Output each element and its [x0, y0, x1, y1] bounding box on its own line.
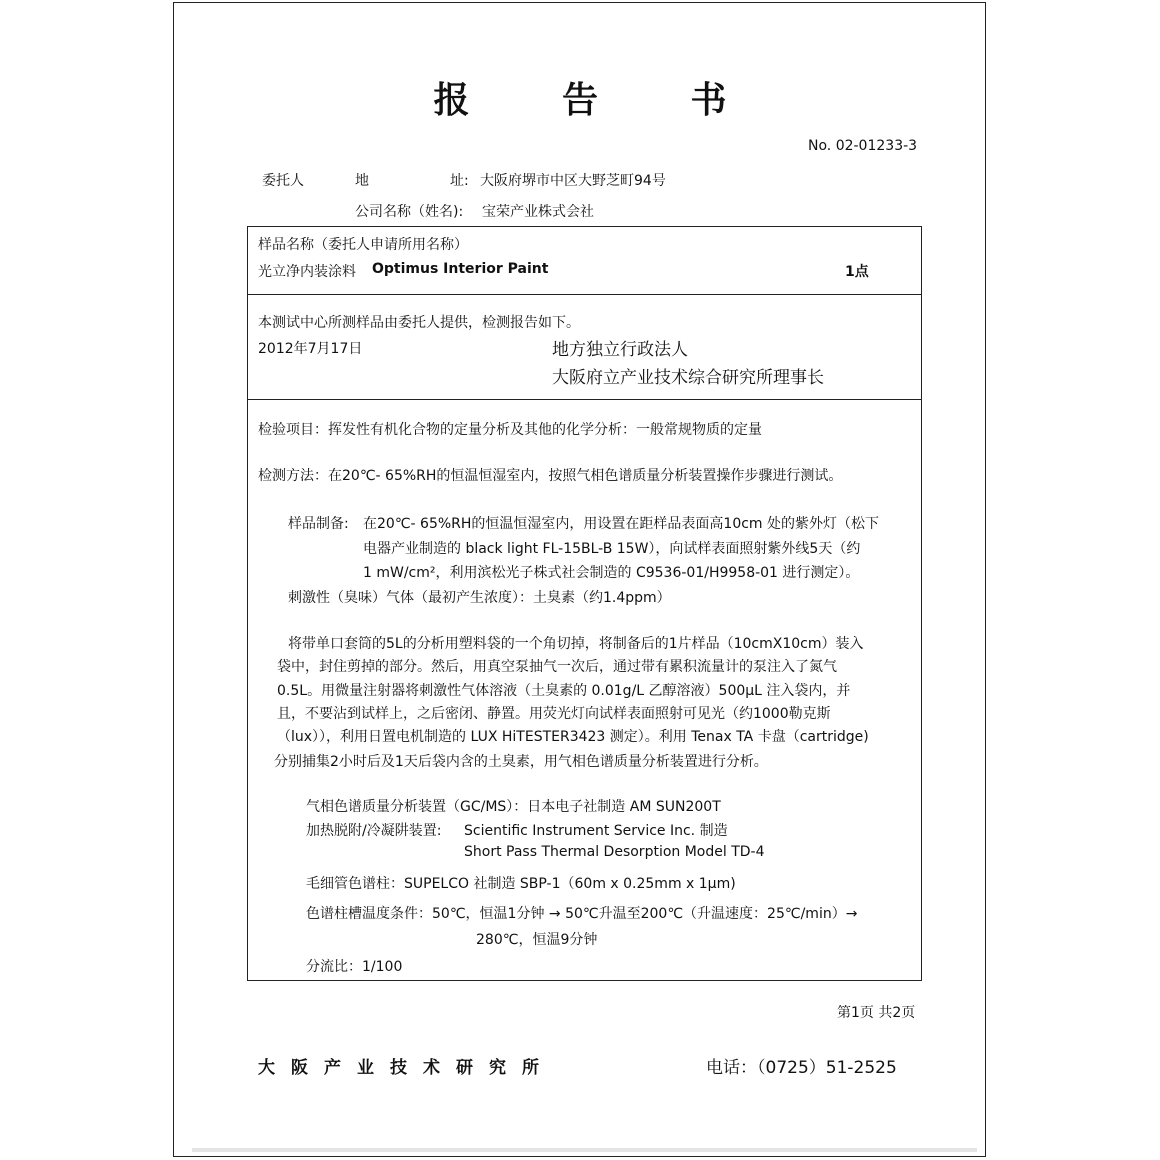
- desorb-label: 加热脱附/冷凝阱装置:: [306, 823, 442, 839]
- test-method: 检测方法：在20℃- 65%RH的恒温恒湿室内，按照气相色谱质量分析装置操作步骤进行测试。: [258, 468, 843, 484]
- statement-text: 本测试中心所测样品由委托人提供，检测报告如下。: [258, 315, 580, 331]
- page-bottom-shadow: [192, 1148, 977, 1152]
- client-label: 委托人: [262, 173, 304, 189]
- company-label: 公司名称（姓名):: [355, 204, 464, 220]
- procedure-line: 袋中，封住剪掉的部分。然后，用真空泵抽气一次后，通过带有累积流量计的泵注入了氮气: [277, 659, 837, 675]
- gcms-equipment: 气相色谱质量分析装置（GC/MS）：日本电子社制造 AM SUN200T: [306, 799, 721, 815]
- gas-concentration: 刺激性（臭味）气体（最初产生浓度）：土臭素（约1.4ppm）: [288, 590, 671, 606]
- split-ratio: 分流比：1/100: [306, 959, 403, 975]
- procedure-line: 将带单口套筒的5L的分析用塑料袋的一个角切掉，将制备后的1片样品（10cmX10cm）装入: [288, 636, 864, 652]
- prep-line-2: 电器产业制造的 black light FL-15BL-B 15W），向试样表面照射紫外线5天（约: [363, 541, 861, 557]
- issuer-line-1: 地方独立行政法人: [552, 340, 688, 360]
- organization-name: 大阪产业技术研究所: [258, 1058, 555, 1078]
- report-title: 报 告 书: [433, 80, 767, 121]
- divider-statement: [247, 399, 922, 400]
- address-label-2: 址:: [450, 173, 469, 189]
- procedure-line: 分别捕集2小时后及1天后袋内含的土臭素，用气相色谱质量分析装置进行分析。: [274, 754, 768, 770]
- issuer-line-2: 大阪府立产业技术综合研究所理事长: [552, 368, 824, 388]
- temp-condition-2: 280℃，恒温9分钟: [476, 932, 598, 948]
- test-item: 检验项目：挥发性有机化合物的定量分析及其他的化学分析：一般常规物质的定量: [258, 422, 762, 438]
- sample-name-cn: 光立净内装涂料: [258, 264, 356, 280]
- statement-date: 2012年7月17日: [258, 341, 363, 357]
- temp-condition-1: 色谱柱槽温度条件：50℃，恒温1分钟 → 50℃升温至200℃（升温速度：25℃/min）→: [306, 906, 858, 922]
- prep-line-1: 在20℃- 65%RH的恒温恒湿室内，用设置在距样品表面高10cm 处的紫外灯（松下: [363, 516, 880, 532]
- procedure-line: （lux）），利用日置电机制造的 LUX HiTESTER3423 测定）。利用 Tenax TA 卡盘（cartridge): [277, 729, 869, 745]
- column-spec: 毛细管色谱柱：SUPELCO 社制造 SBP-1（60m x 0.25mm x 1μm): [306, 876, 736, 892]
- procedure-line: 且，不要沾到试样上，之后密闭、静置。用荧光灯向试样表面照射可见光（约1000勒克斯: [277, 706, 831, 722]
- report-number: No. 02-01233-3: [808, 138, 918, 154]
- company-name: 宝荣产业株式会社: [482, 204, 594, 220]
- phone-number: 电话：（0725）51-2525: [706, 1058, 897, 1078]
- desorb-line-1: Scientific Instrument Service Inc. 制造: [464, 823, 728, 839]
- divider-sample: [247, 294, 922, 295]
- sample-quantity: 1点: [845, 264, 869, 280]
- procedure-line: 0.5L。用微量注射器将刺激性气体溶液（土臭素的 0.01g/L 乙醇溶液）500μL 注入袋内，并: [277, 683, 851, 699]
- desorb-line-2: Short Pass Thermal Desorption Model TD-4: [464, 844, 765, 860]
- address-label-1: 地: [355, 173, 369, 189]
- page-number: 第1页 共2页: [837, 1005, 916, 1021]
- client-address: 大阪府堺市中区大野芝町94号: [480, 173, 666, 189]
- prep-line-3: 1 mW/cm²，利用滨松光子株式社会制造的 C9536-01/H9958-01 进行测定）。: [363, 565, 860, 581]
- sample-name-en: Optimus Interior Paint: [372, 261, 549, 277]
- sample-label: 样品名称（委托人申请所用名称）: [258, 237, 468, 253]
- prep-label: 样品制备:: [288, 516, 349, 532]
